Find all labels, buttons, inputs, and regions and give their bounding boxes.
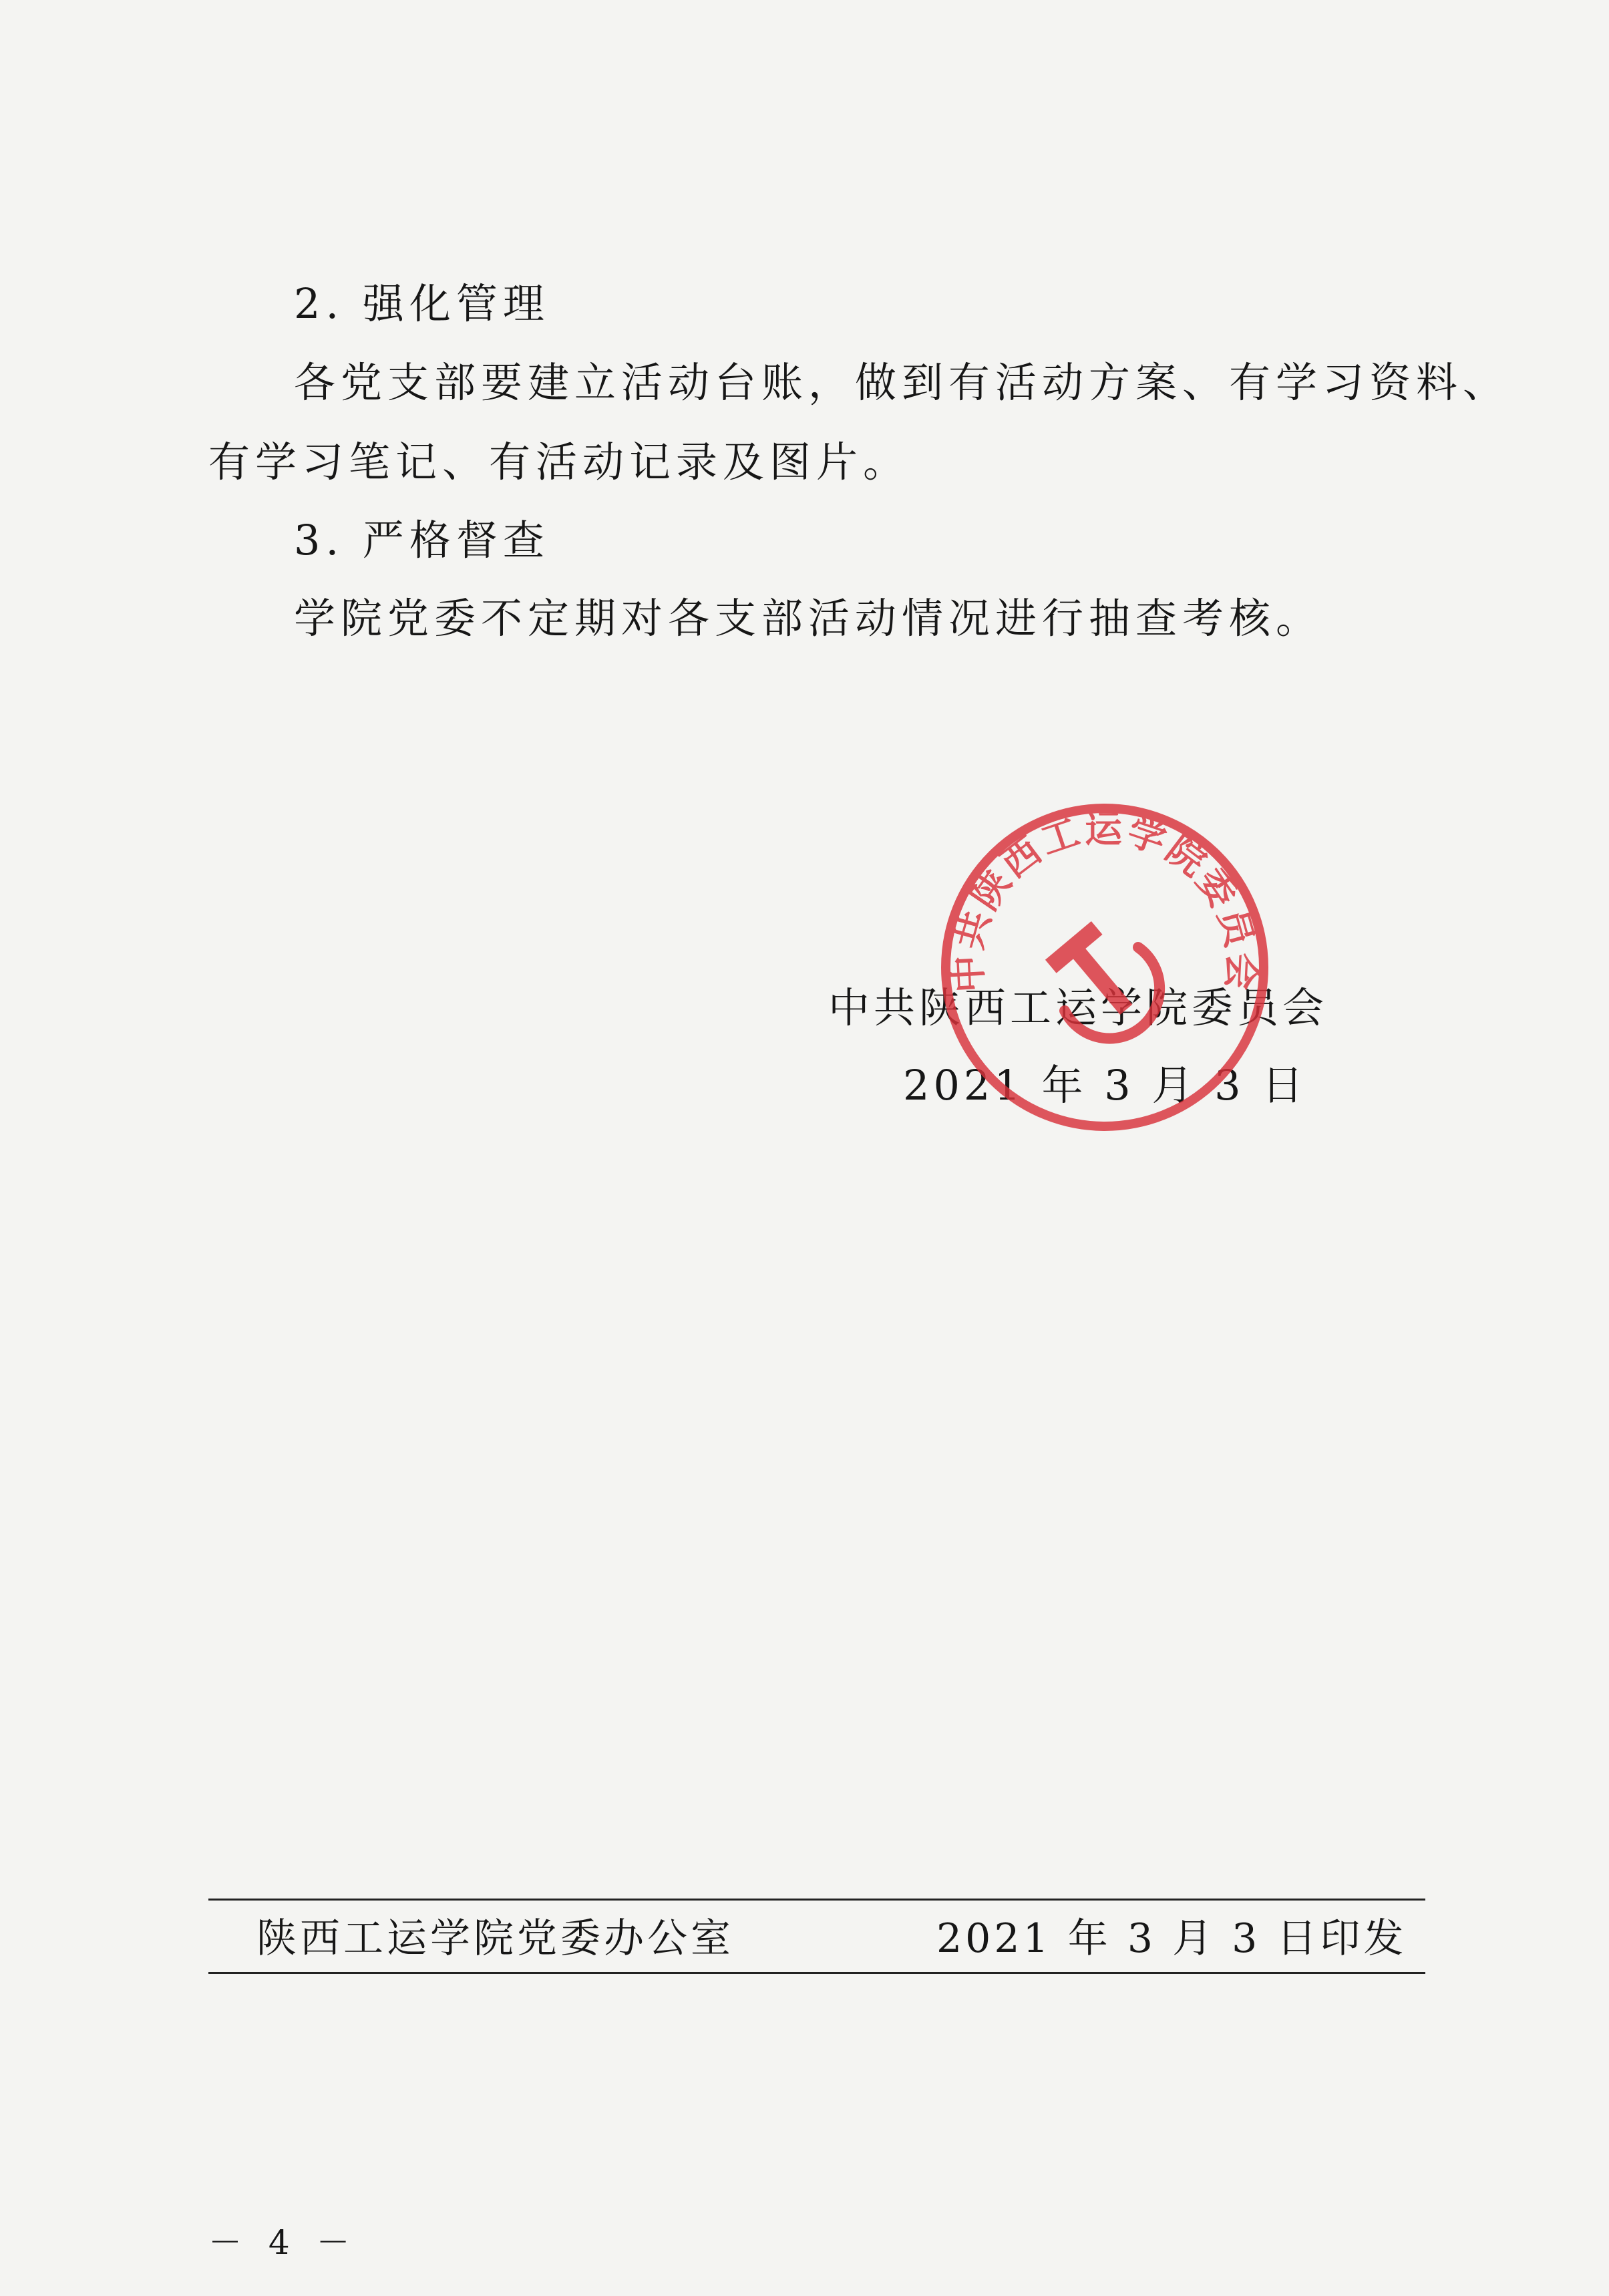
signer-organization: 中共陕西工运学院委员会 [828, 983, 1328, 1032]
section-2-body-line-1: 各党支部要建立活动台账，做到有活动方案、有学习资料、 [294, 358, 1510, 407]
svg-text:中共陕西工运学院委员会 [946, 807, 1264, 993]
footer-bottom-rule [208, 1972, 1425, 1974]
section-3-heading: 3. 严格督查 [294, 516, 550, 564]
hammer-sickle-icon [1045, 921, 1159, 1039]
issuing-office: 陕西工运学院党委办公室 [256, 1915, 734, 1962]
official-seal-stamp [931, 794, 1278, 1141]
section-2-body-line-2: 有学习笔记、有活动记录及图片。 [208, 438, 910, 486]
section-2-heading: 2. 强化管理 [294, 279, 550, 328]
seal-text: 中共陕西工运学院委员会 [945, 807, 1264, 994]
footer-top-rule [208, 1899, 1425, 1901]
signature-date: 2021 年 3 月 3 日 [903, 1061, 1308, 1110]
page-number: － 4 － [208, 2223, 358, 2262]
section-3-body: 学院党委不定期对各支部活动情况进行抽查考核。 [294, 594, 1323, 643]
issue-date: 2021 年 3 月 3 日印发 [936, 1915, 1407, 1962]
